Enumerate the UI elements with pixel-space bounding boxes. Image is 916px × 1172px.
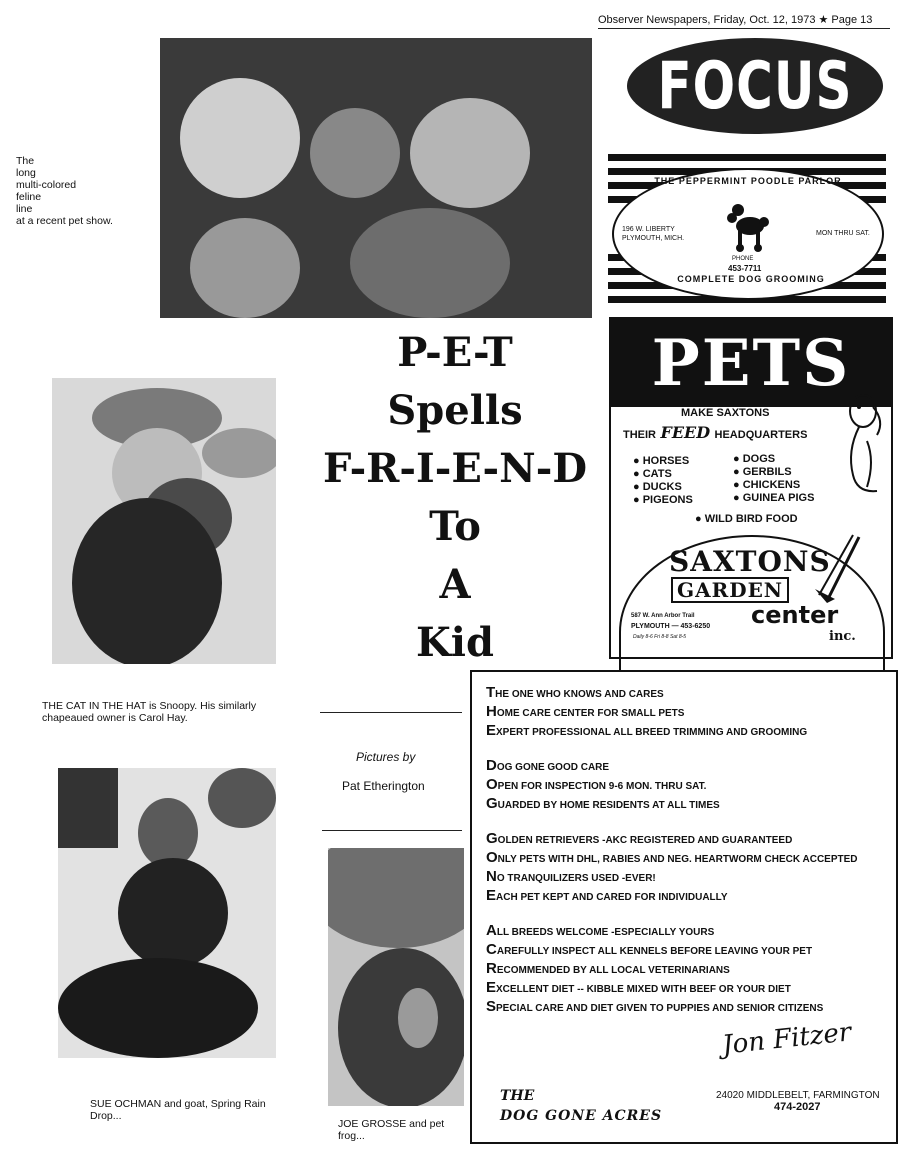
saxtons-line1: MAKE SAXTONS: [681, 407, 770, 419]
kennel-address: 24020 MIDDLEBELT, FARMINGTON: [716, 1090, 880, 1101]
joe-grosse-photo: [328, 848, 464, 1106]
cat-in-hat-caption: THE CAT IN THE HAT is Snoopy. His similarly chapeaued owner is Carol Hay.: [42, 700, 257, 724]
header-rule: [598, 28, 890, 29]
feature-title: [300, 326, 610, 670]
sue-ochman-photo: [58, 768, 276, 1058]
acrostic-row: ONLY PETS WITH DHL, RABIES AND NEG. HEARTWORM CHECK ACCEPTED: [486, 849, 858, 866]
focus-logo: FOCUS: [627, 38, 883, 134]
saxtons-address: 587 W. Ann Arbor Trail: [631, 613, 695, 619]
acrostic-row: THE ONE WHO KNOWS AND CARES: [486, 684, 664, 701]
kennel-name-1: THE: [500, 1088, 535, 1104]
credit-line-2: Pat Etherington: [342, 779, 425, 793]
kennel-name-2: DOG GONE ACRES: [500, 1108, 663, 1124]
title-line: Spells: [387, 387, 523, 434]
acrostic-row: EACH PET KEPT AND CARED FOR INDIVIDUALLY: [486, 887, 728, 904]
poodle-address-1: 196 W. LIBERTY: [622, 226, 675, 233]
saxtons-brand-2: GARDEN: [671, 577, 789, 603]
acrostic-row: NO TRANQUILIZERS USED -EVER!: [486, 868, 656, 885]
saxtons-hours: Daily 8-6 Fri 8-8 Sat 8-5: [633, 634, 687, 640]
pets-headline: PETS: [611, 319, 891, 407]
credit-rule-bottom: [322, 830, 462, 831]
cat-in-hat-photo: [52, 378, 276, 664]
credit-rule-top: [320, 712, 462, 713]
joe-caption: JOE GROSSE and pet frog...: [338, 1118, 445, 1142]
kennel-phone: 474-2027: [774, 1101, 821, 1113]
saxtons-brand-3: center: [751, 601, 839, 629]
poodle-phone: 453-7711: [728, 264, 762, 273]
acrostic-row: ALL BREEDS WELCOME -ESPECIALLY YOURS: [486, 922, 715, 939]
acrostic-row: DOG GONE GOOD CARE: [486, 757, 610, 774]
title-line: A: [439, 561, 471, 608]
saxtons-brand-1: SAXTONS: [669, 545, 831, 578]
title-line: F-R-I-E-N-D: [322, 445, 588, 492]
saxtons-col1: ● HORSES ● CATS ● DUCKS ● PIGEONS: [633, 455, 693, 506]
dog-gone-acres-ad: [470, 670, 898, 1144]
saxtons-extra: ● WILD BIRD FOOD: [695, 513, 798, 525]
sue-caption: SUE OCHMAN and goat, Spring Rain Drop...: [90, 1098, 266, 1122]
poodle-address-2: PLYMOUTH, MICH.: [622, 235, 685, 242]
poodle-top-text: THE PEPPERMINT POODLE PARLOR: [654, 176, 842, 186]
credit-line-1: Pictures by: [356, 750, 416, 764]
acrostic-row: RECOMMENDED BY ALL LOCAL VETERINARIANS: [486, 960, 730, 977]
rake-icon: [807, 533, 867, 603]
acrostic-row: HOME CARE CENTER FOR SMALL PETS: [486, 703, 685, 720]
title-line: Kid: [416, 619, 494, 666]
saxtons-city-phone: PLYMOUTH — 453-6250: [631, 623, 711, 630]
cat-show-photo: [160, 38, 592, 318]
cartoon-dog-icon: [837, 391, 887, 503]
poodle-icon: [726, 202, 770, 252]
poodle-parlor-ad: [608, 154, 886, 304]
acrostic-row: CAREFULLY INSPECT ALL KENNELS BEFORE LEAVING YOUR PET: [486, 941, 813, 958]
signature: Jon Fitzer: [720, 1017, 853, 1061]
page-header: Observer Newspapers, Friday, Oct. 12, 1973 ★ Page 13: [598, 14, 873, 26]
saxtons-col2: ● DOGS ● GERBILS ● CHICKENS ● GUINEA PIGS: [733, 453, 815, 504]
acrostic-row: SPECIAL CARE AND DIET GIVEN TO PUPPIES AND SENIOR CITIZENS: [486, 998, 824, 1015]
saxtons-brand-4: inc.: [829, 629, 856, 644]
title-line: To: [429, 503, 481, 550]
acrostic-row: OPEN FOR INSPECTION 9-6 MON. THRU SAT.: [486, 776, 707, 793]
saxtons-ad: [609, 317, 893, 659]
acrostic-row: GUARDED BY HOME RESIDENTS AT ALL TIMES: [486, 795, 720, 812]
feline-caption: The long multi-colored feline line at a recent pet show.: [16, 155, 113, 227]
acrostic-row: GOLDEN RETRIEVERS -AKC REGISTERED AND GUARANTEED: [486, 830, 793, 847]
saxtons-line2: THEIR FEED HEADQUARTERS: [623, 423, 808, 442]
acrostic-row: EXPERT PROFESSIONAL ALL BREED TRIMMING AND GROOMING: [486, 722, 808, 739]
title-line: P-E-T: [397, 329, 513, 376]
poodle-bottom-text: COMPLETE DOG GROOMING: [677, 274, 825, 284]
poodle-hours: MON THRU SAT.: [816, 230, 870, 237]
acrostic-row: EXCELLENT DIET -- KIBBLE MIXED WITH BEEF OR YOUR DIET: [486, 979, 791, 996]
poodle-phone-label: PHONE: [732, 256, 754, 262]
